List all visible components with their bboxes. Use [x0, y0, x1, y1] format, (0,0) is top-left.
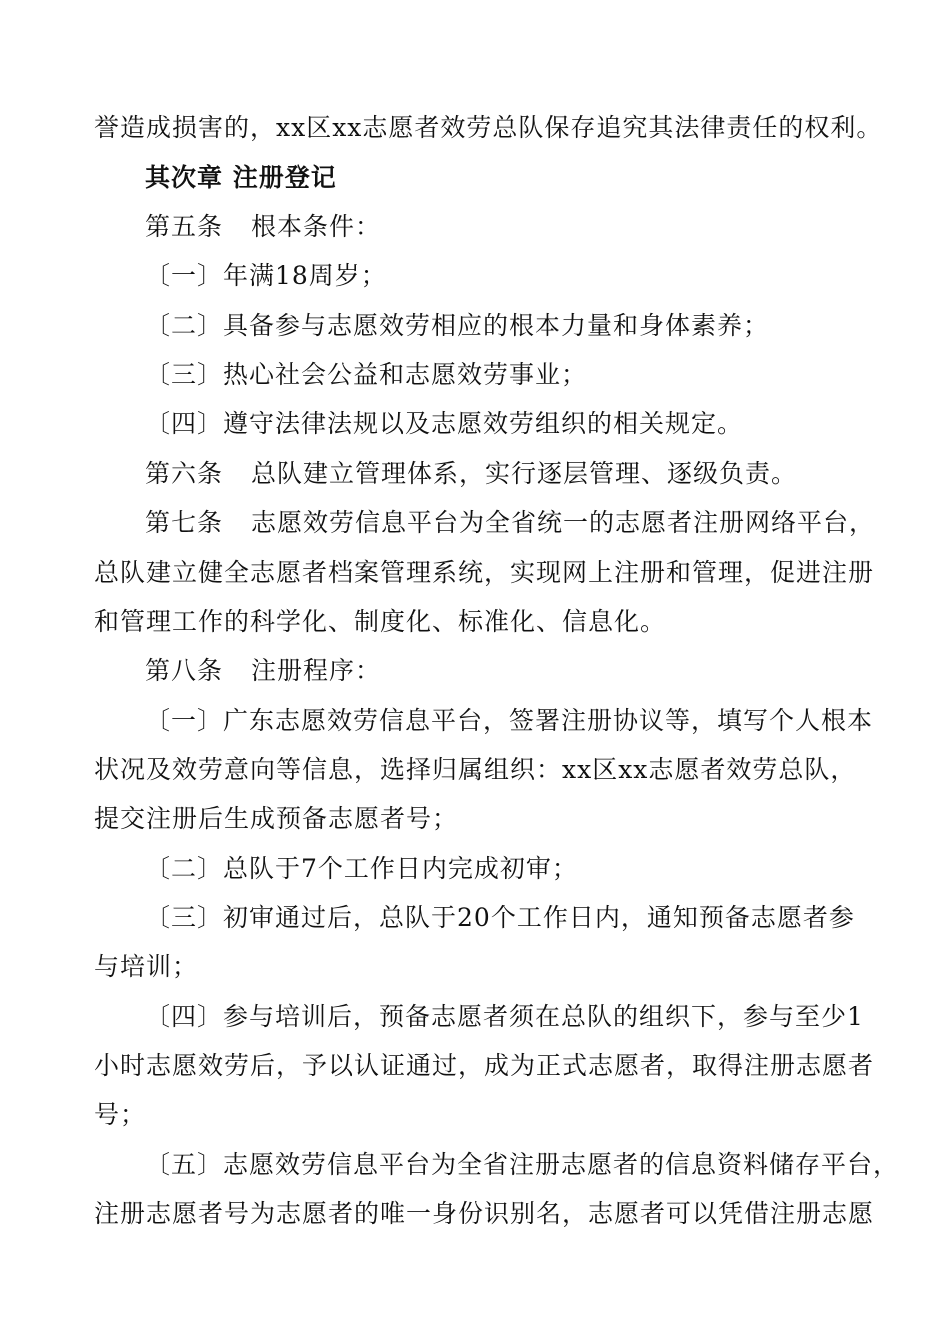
article-line [145, 212, 925, 242]
paragraph-line: 注册志愿者号为志愿者的唯一身份识别名，志愿者可以凭借注册志愿 [94, 1199, 875, 1228]
list-item: 〔四〕参与培训后，预备志愿者须在总队的组织下，参与至少1 [145, 1002, 864, 1031]
article-text: 志愿效劳信息平台为全省统一的志愿者注册网络平台， [251, 508, 876, 537]
article-text: 总队建立管理体系，实行逐层管理、逐级负责。 [251, 459, 798, 488]
chapter-heading: 其次章 注册登记 [145, 163, 337, 192]
paragraph-line: 与培训； [94, 952, 199, 981]
list-item: 〔三〕热心社会公益和志愿效劳事业； [145, 360, 588, 389]
list-item: 〔三〕初审通过后，总队于20个工作日内，通知预备志愿者参 [145, 903, 855, 932]
paragraph-line: 总队建立健全志愿者档案管理系统，实现网上注册和管理，促进注册 [94, 558, 875, 587]
paragraph-line: 小时志愿效劳后，予以认证通过，成为正式志愿者，取得注册志愿者 [94, 1051, 875, 1080]
article-number: 第六条 [145, 459, 224, 488]
list-item: 〔二〕具备参与志愿效劳相应的根本力量和身体素养； [145, 311, 770, 340]
list-item: 〔一〕年满18周岁； [145, 261, 387, 290]
paragraph-line: 提交注册后生成预备志愿者号； [94, 804, 459, 833]
article-number: 第七条 [145, 508, 224, 537]
list-item: 〔五〕志愿效劳信息平台为全省注册志愿者的信息资料储存平台， [145, 1150, 900, 1179]
list-item: 〔一〕广东志愿效劳信息平台，签署注册协议等，填写个人根本 [145, 706, 874, 735]
paragraph-line: 和管理工作的科学化、制度化、标准化、信息化。 [94, 607, 667, 636]
list-item: 〔四〕遵守法律法规以及志愿效劳组织的相关规定。 [145, 409, 744, 438]
article-line [145, 459, 925, 489]
paragraph-line: 誉造成损害的，xx区xx志愿者效劳总队保存追究其法律责任的权利。 [94, 113, 883, 142]
article-text: 注册程序： [251, 656, 382, 685]
article-line [145, 508, 925, 538]
paragraph-line: 状况及效劳意向等信息，选择归属组织：xx区xx志愿者效劳总队， [94, 755, 857, 784]
article-number: 第八条 [145, 656, 224, 685]
article-number: 第五条 [145, 212, 224, 241]
paragraph-line: 号； [94, 1100, 147, 1129]
article-text: 根本条件： [251, 212, 382, 241]
list-item: 〔二〕总队于7个工作日内完成初审； [145, 854, 578, 883]
article-line [145, 656, 925, 686]
